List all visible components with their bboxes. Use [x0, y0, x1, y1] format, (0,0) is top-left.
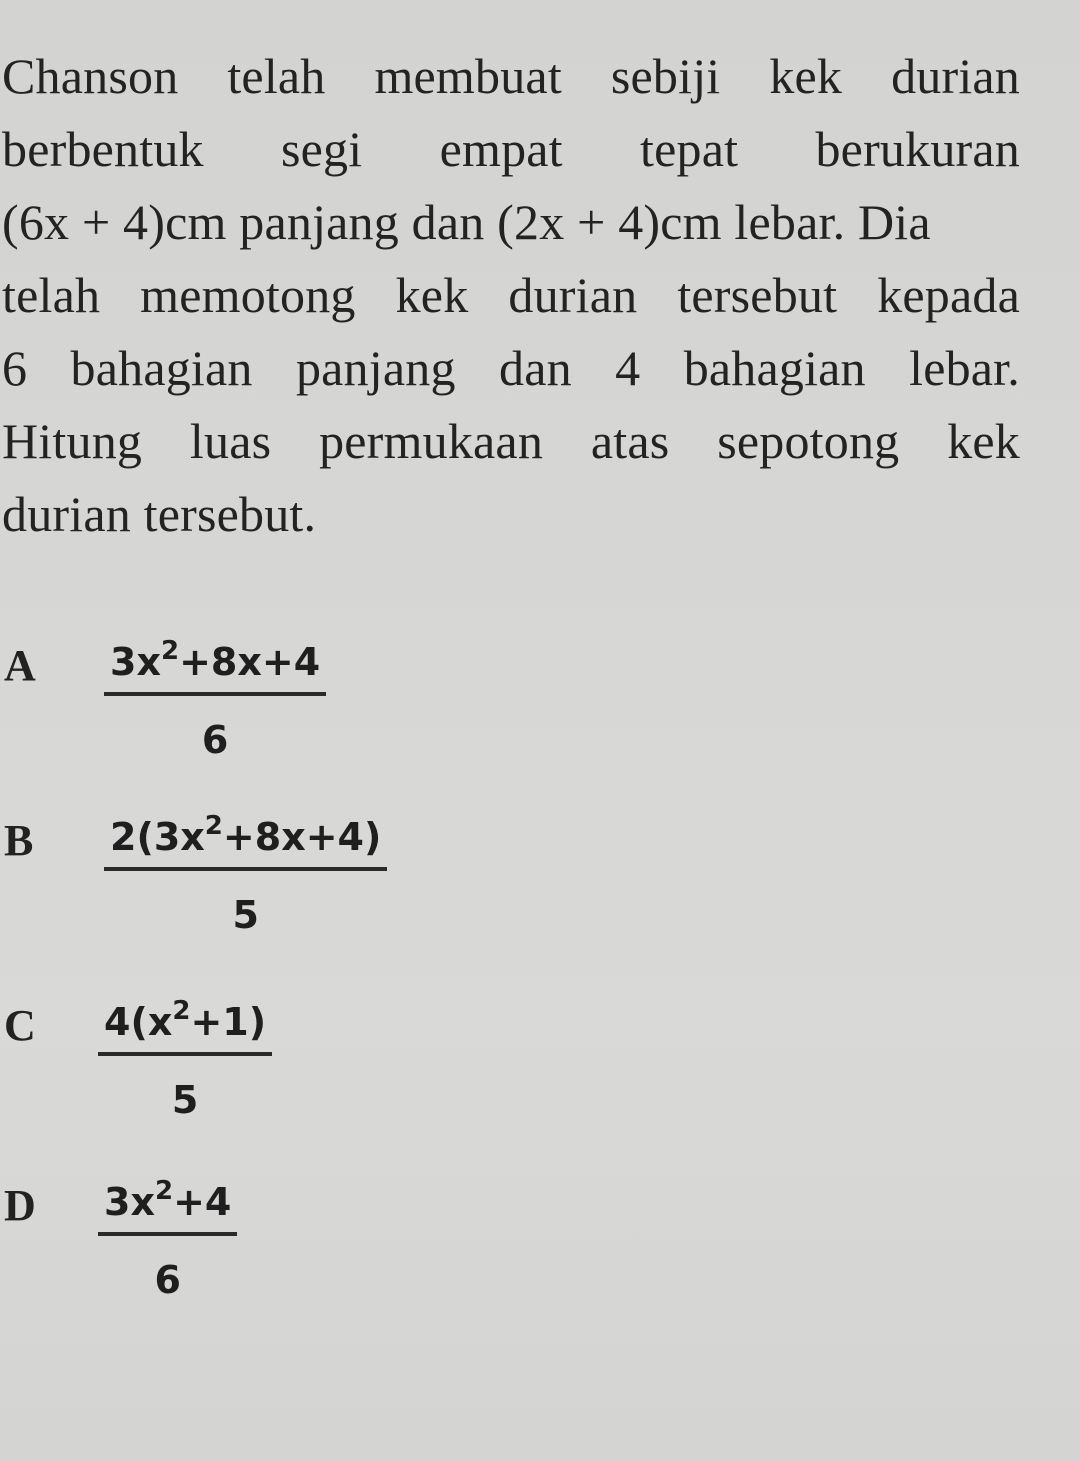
- question-line-1: [2, 40, 1020, 113]
- word: Chanson: [2, 48, 179, 104]
- word: bahagian: [683, 340, 866, 396]
- word: kepada: [877, 267, 1020, 323]
- question-text: [2, 40, 1020, 551]
- option-letter: B: [4, 816, 34, 865]
- word: tepat: [640, 121, 739, 177]
- fraction-denominator: 6: [201, 718, 229, 762]
- word: 6: [2, 340, 28, 396]
- option-b[interactable]: [0, 811, 387, 937]
- word: panjang: [295, 340, 456, 396]
- word: telah: [2, 267, 101, 323]
- word: sebiji: [610, 48, 721, 104]
- word: durian: [891, 48, 1020, 104]
- word: luas: [189, 413, 272, 469]
- word: sepotong: [717, 413, 900, 469]
- word: empat: [439, 121, 563, 177]
- fraction: [98, 996, 272, 1122]
- fraction: [98, 1176, 237, 1302]
- fraction-numerator: $4(x^2+1)$: [104, 996, 267, 1044]
- word: 4: [615, 340, 641, 396]
- word: Hitung: [2, 413, 143, 469]
- option-letter: A: [4, 641, 36, 690]
- question-line-7: [2, 478, 1020, 551]
- question-line-3: [2, 186, 1020, 259]
- fraction-denominator: 5: [232, 893, 259, 937]
- fraction-numerator: $2(3x^2+8x+4)$: [110, 811, 382, 859]
- option-a[interactable]: [0, 636, 326, 762]
- word: atas: [590, 413, 670, 469]
- word: tersebut: [677, 267, 838, 323]
- word: berukuran: [815, 121, 1020, 177]
- line-text: durian tersebut.: [2, 486, 317, 542]
- word: dan: [499, 340, 572, 396]
- word: segi: [281, 121, 363, 177]
- option-c[interactable]: [0, 996, 272, 1122]
- word: lebar.: [909, 340, 1020, 396]
- fraction-denominator: 5: [171, 1078, 199, 1122]
- option-letter: C: [4, 1001, 36, 1050]
- fraction: [104, 811, 387, 937]
- fraction-numerator: $3x^2+8x+4$: [110, 636, 321, 684]
- word: kek: [769, 48, 843, 104]
- word: memotong: [140, 267, 356, 323]
- word: kek: [947, 413, 1020, 469]
- question-line-6: [2, 405, 1020, 478]
- question-line-4: [2, 259, 1020, 332]
- line-text: (6x + 4)cm panjang dan (2x + 4)cm lebar. Dia: [2, 194, 931, 250]
- fraction-numerator: $3x^2+4$: [104, 1176, 232, 1224]
- fraction: [104, 636, 326, 762]
- question-line-2: [2, 113, 1020, 186]
- word: permukaan: [319, 413, 544, 469]
- question-line-5: [2, 332, 1020, 405]
- option-letter: D: [4, 1181, 36, 1230]
- word: kek: [395, 267, 469, 323]
- word: durian: [508, 267, 638, 323]
- word: membuat: [374, 48, 562, 104]
- word: berbentuk: [2, 121, 204, 177]
- word: bahagian: [70, 340, 253, 396]
- fraction-denominator: 6: [154, 1258, 181, 1302]
- option-d[interactable]: [0, 1176, 237, 1302]
- word: telah: [227, 48, 326, 104]
